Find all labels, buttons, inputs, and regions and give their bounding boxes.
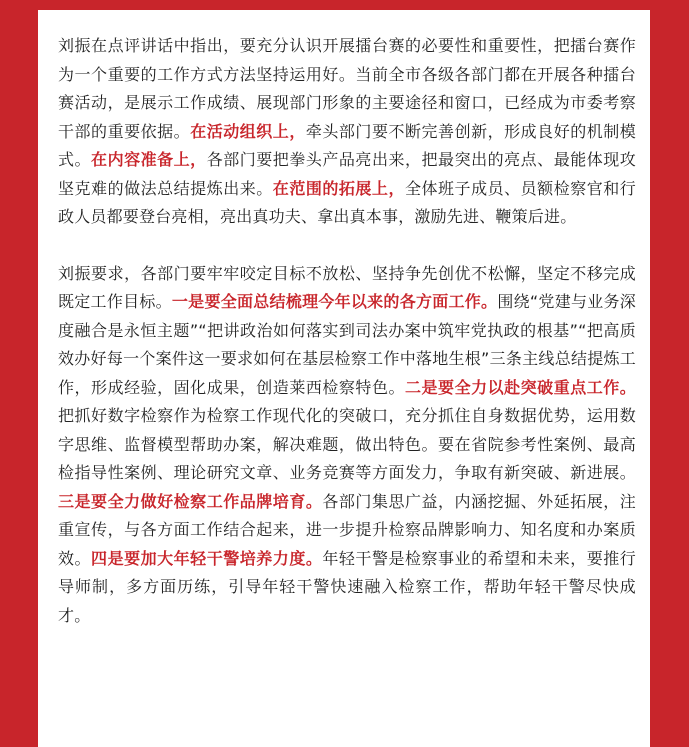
p2-highlight-3: 三是要全力做好检察工作品牌培育。 bbox=[58, 491, 323, 511]
p2-highlight-4: 四是要加大年轻干警培养力度。 bbox=[91, 548, 323, 568]
p2-text-2: 围绕“党建与业务深度融合是永恒主题”“把讲政治如何落实到司法办案中筑牢党执政的根基”“把高质效办好每一个案件这一要求如何在基层检察工作中落地生根”三条主线总结提炼工作，形成经验，固化成果，创造莱西检察特色。 bbox=[58, 292, 636, 397]
p1-highlight-2: 在内容准备上， bbox=[91, 150, 207, 169]
paragraph-1 bbox=[58, 32, 636, 232]
p1-highlight-1: 在活动组织上， bbox=[190, 121, 306, 141]
article-card bbox=[38, 10, 650, 747]
p2-text-4: 各部门集思广益，内涵挖掘、外延拓展，注重宣传，与各方面工作结合起来，进一步提升检察品牌影响力、知名度和办案质效。 bbox=[58, 491, 636, 568]
paragraph-spacer bbox=[58, 232, 636, 260]
p1-highlight-3: 在范围的拓展上， bbox=[272, 178, 405, 198]
p2-text-1: 刘振要求，各部门要牢牢咬定目标不放松、坚持争先创优不松懈，坚定不移完成既定工作目标。 bbox=[58, 263, 636, 311]
p2-text-5: 年轻干警是检察事业的希望和未来，要推行导师制，多方面历练，引导年轻干警快速融入检察工作，帮助年轻干警尽快成才。 bbox=[58, 548, 636, 625]
p2-highlight-1: 一是要全面总结梳理今年以来的各方面工作。 bbox=[171, 292, 498, 311]
p2-highlight-2: 二是要全力以赴突破重点工作。 bbox=[405, 377, 637, 397]
p2-text-3: 把抓好数字检察作为检察工作现代化的突破口，充分抓住自身数据优势，运用数字思维、监督模型帮助办案，解决难题，做出特色。要在省院参考性案例、最高检指导性案例、理论研究文章、业务竞赛等方面发力，争取有新突破、新进展。 bbox=[58, 406, 636, 482]
p1-text-4: 全体班子成员、员额检察官和行政人员都要登台亮相，亮出真功夫、拿出真本事，激励先进、鞭策后进。 bbox=[58, 178, 636, 226]
paragraph-2 bbox=[58, 260, 636, 631]
p1-text-3: 各部门要把拳头产品亮出来，把最突出的亮点、最能体现攻坚克难的做法总结提炼出来。 bbox=[58, 150, 636, 198]
p1-text-2: 牵头部门要不断完善创新，形成良好的机制模式。 bbox=[58, 121, 636, 169]
p1-text-1: 刘振在点评讲话中指出，要充分认识开展擂台赛的必要性和重要性，把擂台赛作为一个重要的工作方式方法坚持运用好。当前全市各级各部门都在开展各种擂台赛活动，是展示工作成绩、展现部门形象的主要途径和窗口，已经成为市委考察干部的重要依据。 bbox=[58, 36, 636, 141]
